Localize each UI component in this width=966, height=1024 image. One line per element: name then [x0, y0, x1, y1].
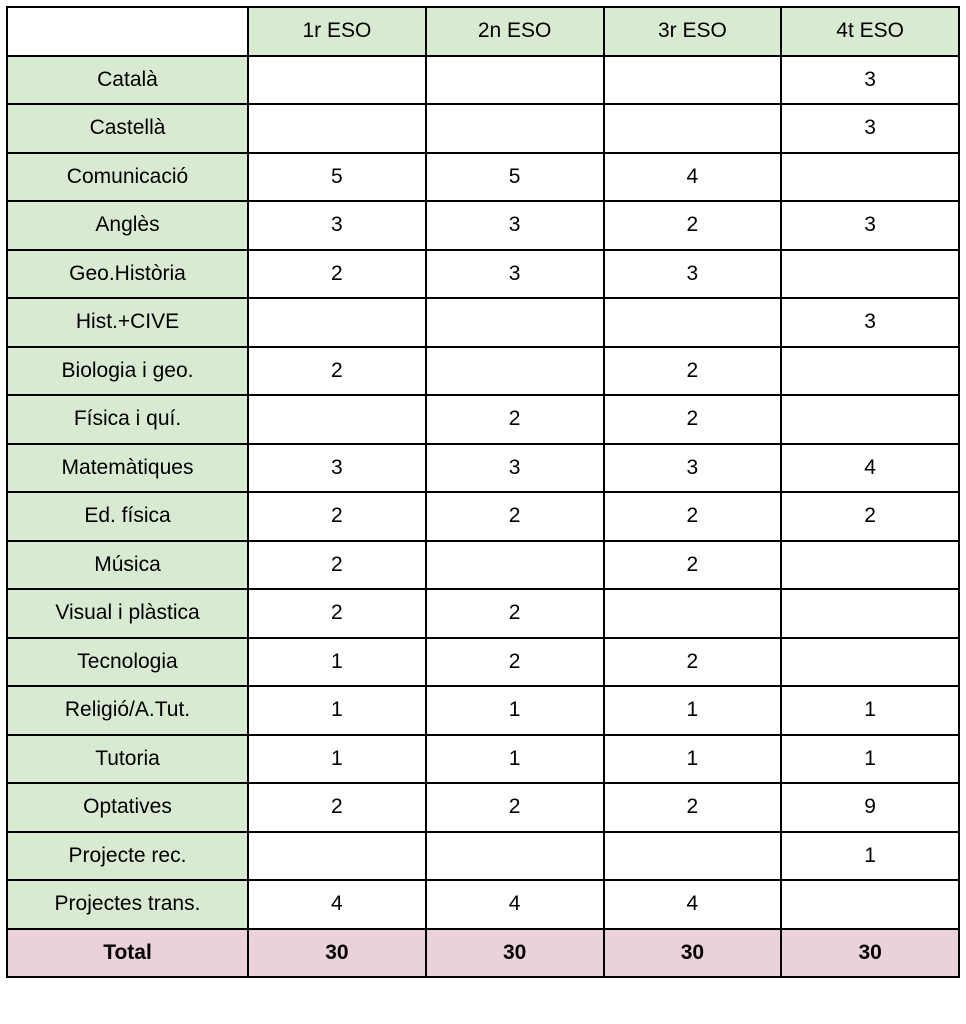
hours-cell [248, 104, 426, 153]
subject-label: Tutoria [7, 735, 248, 784]
hours-table [6, 6, 960, 978]
hours-cell: 3 [248, 444, 426, 493]
hours-cell: 3 [426, 444, 604, 493]
hours-cell: 1 [248, 638, 426, 687]
table-row [7, 153, 959, 202]
hours-cell [248, 832, 426, 881]
table-row [7, 298, 959, 347]
hours-cell: 1 [248, 686, 426, 735]
hours-cell: 1 [426, 686, 604, 735]
hours-cell [426, 832, 604, 881]
total-value: 30 [604, 929, 782, 978]
subject-label: Català [7, 56, 248, 105]
hours-cell: 2 [604, 541, 782, 590]
hours-cell: 3 [248, 201, 426, 250]
hours-cell: 9 [781, 783, 959, 832]
hours-cell: 2 [604, 783, 782, 832]
hours-cell: 2 [604, 638, 782, 687]
hours-cell [781, 880, 959, 929]
hours-cell: 4 [604, 880, 782, 929]
hours-cell: 2 [426, 638, 604, 687]
total-value: 30 [426, 929, 604, 978]
hours-cell: 3 [781, 56, 959, 105]
table-row [7, 638, 959, 687]
hours-cell: 1 [426, 735, 604, 784]
hours-cell: 4 [426, 880, 604, 929]
table-row [7, 395, 959, 444]
hours-cell: 2 [604, 201, 782, 250]
hours-cell: 4 [604, 153, 782, 202]
hours-cell: 2 [426, 395, 604, 444]
table-row [7, 347, 959, 396]
hours-cell [426, 298, 604, 347]
hours-cell: 2 [426, 783, 604, 832]
table-row [7, 541, 959, 590]
hours-cell [781, 589, 959, 638]
hours-cell [604, 56, 782, 105]
hours-cell [781, 347, 959, 396]
hours-cell [781, 638, 959, 687]
table-row [7, 832, 959, 881]
total-value: 30 [781, 929, 959, 978]
hours-cell: 2 [248, 347, 426, 396]
subject-label: Geo.Història [7, 250, 248, 299]
hours-cell [781, 153, 959, 202]
total-row [7, 929, 959, 978]
hours-cell: 2 [248, 589, 426, 638]
hours-cell [781, 395, 959, 444]
table-row [7, 250, 959, 299]
hours-cell: 3 [781, 104, 959, 153]
column-header-3r-eso: 3r ESO [604, 7, 782, 56]
hours-cell: 1 [604, 735, 782, 784]
hours-cell [604, 832, 782, 881]
column-header-2n-eso: 2n ESO [426, 7, 604, 56]
column-header-1r-eso: 1r ESO [248, 7, 426, 56]
subject-label: Matemàtiques [7, 444, 248, 493]
hours-cell [248, 395, 426, 444]
table-row [7, 56, 959, 105]
hours-cell: 3 [781, 298, 959, 347]
subject-label: Hist.+CIVE [7, 298, 248, 347]
subject-label: Anglès [7, 201, 248, 250]
hours-cell [426, 347, 604, 396]
subject-label: Religió/A.Tut. [7, 686, 248, 735]
hours-cell: 2 [248, 250, 426, 299]
hours-cell: 2 [426, 589, 604, 638]
hours-cell [248, 56, 426, 105]
hours-cell: 3 [781, 201, 959, 250]
table-row [7, 783, 959, 832]
table-row [7, 686, 959, 735]
hours-cell [781, 541, 959, 590]
hours-cell: 3 [426, 201, 604, 250]
hours-cell: 1 [781, 686, 959, 735]
hours-cell: 4 [781, 444, 959, 493]
table-row [7, 880, 959, 929]
hours-cell: 2 [426, 492, 604, 541]
hours-cell: 1 [248, 735, 426, 784]
hours-cell [604, 589, 782, 638]
hours-cell: 3 [604, 444, 782, 493]
subject-label: Tecnologia [7, 638, 248, 687]
column-header-4t-eso: 4t ESO [781, 7, 959, 56]
hours-cell: 1 [604, 686, 782, 735]
subject-label: Projectes trans. [7, 880, 248, 929]
hours-cell: 2 [248, 783, 426, 832]
total-label: Total [7, 929, 248, 978]
subject-label: Visual i plàstica [7, 589, 248, 638]
subject-label: Música [7, 541, 248, 590]
hours-cell: 5 [248, 153, 426, 202]
table-row [7, 735, 959, 784]
hours-cell: 1 [781, 735, 959, 784]
hours-cell: 4 [248, 880, 426, 929]
hours-cell: 5 [426, 153, 604, 202]
corner-cell [7, 7, 248, 56]
hours-cell: 2 [248, 492, 426, 541]
hours-cell [604, 104, 782, 153]
hours-cell: 3 [426, 250, 604, 299]
subject-label: Projecte rec. [7, 832, 248, 881]
table-row [7, 589, 959, 638]
total-value: 30 [248, 929, 426, 978]
hours-cell [248, 298, 426, 347]
hours-cell [426, 104, 604, 153]
table-row [7, 444, 959, 493]
hours-cell: 2 [781, 492, 959, 541]
hours-cell: 3 [604, 250, 782, 299]
subject-label: Comunicació [7, 153, 248, 202]
hours-cell [781, 250, 959, 299]
hours-cell [426, 541, 604, 590]
hours-cell: 2 [248, 541, 426, 590]
subject-label: Castellà [7, 104, 248, 153]
hours-cell [604, 298, 782, 347]
header-row [7, 7, 959, 56]
subject-label: Biologia i geo. [7, 347, 248, 396]
subject-label: Ed. física [7, 492, 248, 541]
table-row [7, 492, 959, 541]
table-row [7, 104, 959, 153]
hours-cell: 2 [604, 395, 782, 444]
subject-label: Física i quí. [7, 395, 248, 444]
table-row [7, 201, 959, 250]
hours-cell: 1 [781, 832, 959, 881]
subject-label: Optatives [7, 783, 248, 832]
hours-cell [426, 56, 604, 105]
hours-cell: 2 [604, 347, 782, 396]
hours-cell: 2 [604, 492, 782, 541]
